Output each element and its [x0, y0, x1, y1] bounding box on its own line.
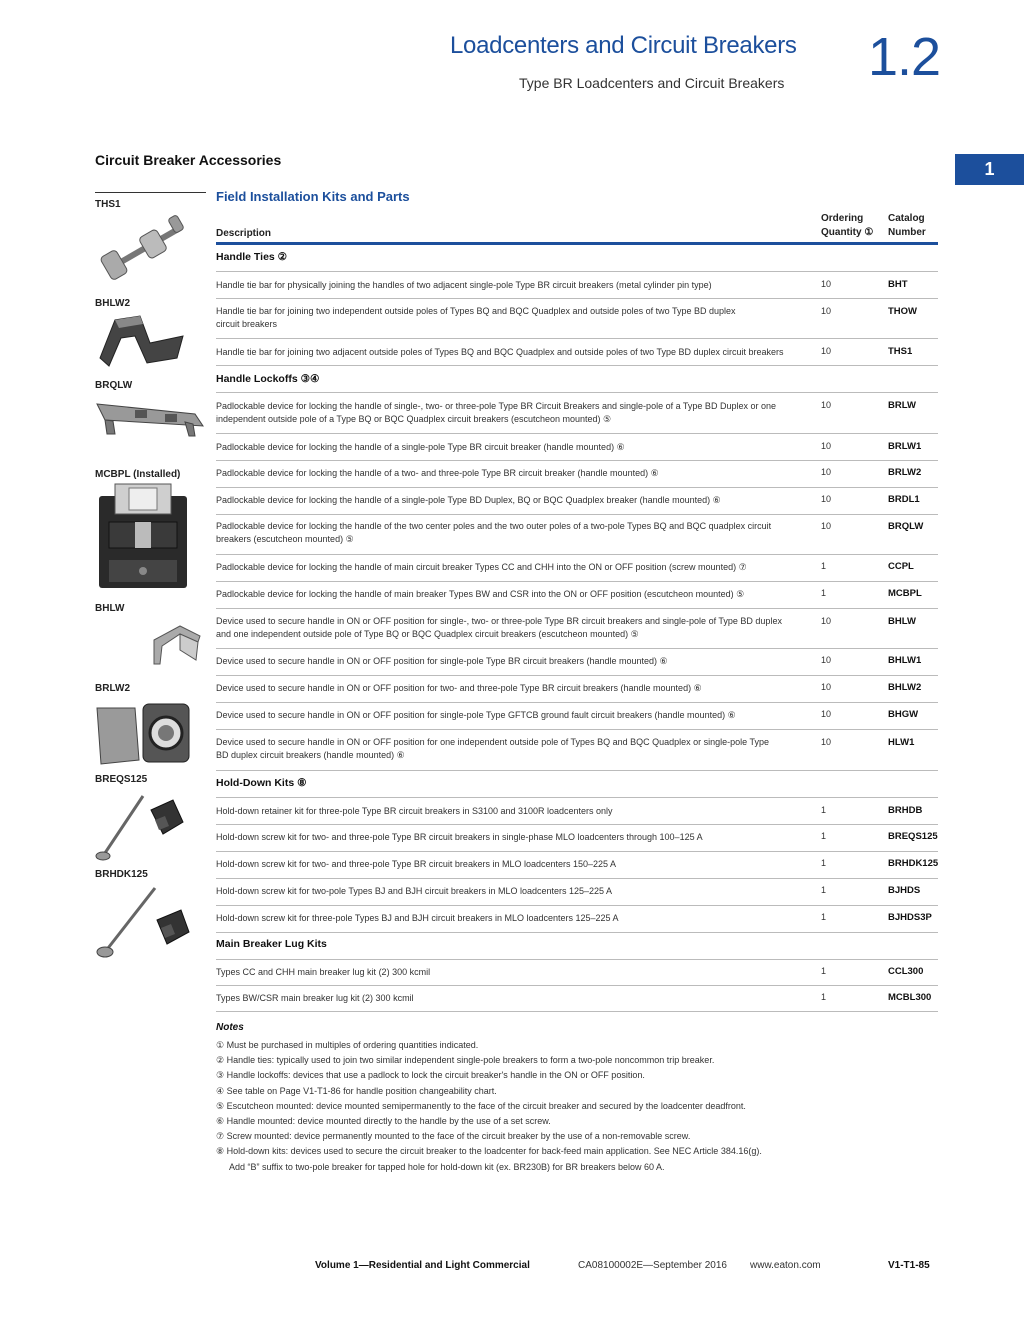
row-quantity: 1	[821, 885, 827, 895]
ths1-image	[95, 210, 195, 295]
row-quantity: 1	[821, 912, 827, 922]
footer-doc-id: CA08100002E—September 2016	[578, 1260, 727, 1271]
note-item: Add “B” suffix to two-pole breaker for tapped hole for hold-down kit (ex. BR230B) for BR breakers below 60 A.	[229, 1161, 665, 1172]
table-row	[216, 960, 938, 986]
row-description: Handle tie bar for joining two adjacent outside poles of Types BQ and BQC Quadplex and outside poles of two Type BD duplex circuit breakers	[216, 347, 784, 357]
table-row	[216, 703, 938, 730]
row-description: Handle tie bar for joining two independent outside poles of Types BQ and BQC Quadplex and outside poles of two Type BD duplex circuit breakers	[216, 306, 736, 329]
note-item: ⑥ Handle mounted: device mounted directly to the handle by the use of a set screw.	[216, 1116, 551, 1127]
row-catalog-number: HLW1	[888, 737, 915, 748]
footer-page-number: V1-T1-85	[888, 1260, 930, 1271]
page-header-subtitle: Type BR Loadcenters and Circuit Breakers	[519, 75, 785, 91]
table-row	[216, 393, 938, 434]
row-description: Handle tie bar for physically joining the handles of two adjacent single-pole Type BR circuit breakers (metal cylinder pin type)	[216, 280, 712, 290]
row-quantity: 10	[821, 494, 832, 504]
footer-volume-text: Volume 1—Residential and Light Commercial	[315, 1260, 530, 1271]
group-header-hold-down-kits	[216, 771, 938, 798]
table-row	[216, 906, 938, 933]
section-title: Circuit Breaker Accessories	[95, 152, 282, 168]
brqlw-image	[95, 392, 205, 445]
col-header-description: Description	[216, 228, 272, 239]
row-catalog-number: BRQLW	[888, 521, 924, 532]
row-quantity: 10	[821, 521, 832, 531]
row-description: Padlockable device for locking the handle of a single-pole Type BD Duplex, BQ or BQC Quadplex breaker (handle mounted) ⑥	[216, 495, 721, 505]
note-item: ⑧ Hold-down kits: devices used to secure the circuit breaker to the loadcenter for back-feed main application. See NEC Article 384.16(g).	[216, 1146, 762, 1157]
group-header-main-breaker-lug-kits	[216, 933, 938, 960]
page-header-title: Loadcenters and Circuit Breakers	[450, 32, 797, 59]
image-label-breqs125: BREQS125	[95, 774, 148, 785]
row-description: Hold-down screw kit for three-pole Types BJ and BJH circuit breakers in MLO loadcenters 125–225 A	[216, 913, 619, 923]
col-header-qty-line2: Quantity ①	[821, 227, 874, 238]
brhdk125-image	[95, 882, 195, 967]
row-catalog-number: CCPL	[888, 561, 914, 572]
row-quantity: 1	[821, 966, 827, 976]
row-description: Device used to secure handle in ON or OFF position for two- and three-pole Type BR circuit breakers (handle mounted) ⑥	[216, 683, 702, 693]
row-quantity: 10	[821, 306, 832, 316]
table-row	[216, 649, 938, 676]
row-catalog-number: BREQS125	[888, 831, 938, 842]
table-row	[216, 582, 938, 609]
row-catalog-number: BRLW2	[888, 467, 922, 478]
table-row	[216, 461, 938, 488]
row-description: Hold-down screw kit for two- and three-pole Type BR circuit breakers in single-phase MLO loadcenters through 100–125 A	[216, 832, 703, 842]
row-description: Hold-down screw kit for two-pole Types BJ and BJH circuit breakers in MLO loadcenters 125–225 A	[216, 886, 613, 896]
row-catalog-number: THS1	[888, 346, 913, 357]
row-description: Padlockable device for locking the handle of main circuit breaker Types CC and CHH into the ON or OFF position (screw mounted) ⑦	[216, 562, 747, 572]
row-description: Device used to secure handle in ON or OFF position for single-pole Type GFTCB ground fault circuit breakers (handle mounted) ⑥	[216, 710, 736, 720]
row-catalog-number: BJHDS	[888, 885, 921, 896]
row-description: Types BW/CSR main breaker lug kit (2) 300 kcmil	[216, 993, 414, 1003]
group-header-handle-lockoffs	[216, 366, 938, 393]
row-catalog-number: MCBL300	[888, 992, 932, 1003]
row-quantity: 1	[821, 805, 827, 815]
table-row	[216, 986, 938, 1012]
note-item: ③ Handle lockoffs: devices that use a padlock to lock the circuit breaker's handle in the ON or OFF position.	[216, 1070, 645, 1081]
note-item: ② Handle ties: typically used to join two similar independent single-pole breakers to form a two-pole noncommon trip breaker.	[216, 1055, 715, 1066]
row-description: Padlockable device for locking the handle of main breaker Types BW and CSR into the ON or OFF position (escutcheon mounted) ⑤	[216, 589, 745, 599]
row-catalog-number: BHLW	[888, 616, 916, 627]
row-description: Device used to secure handle in ON or OFF position for single-, two- or three-pole Type BR circuit breakers and single-pole of Type BD duplex and one independent outside pole of Type BQ or BQC Quadplex circuit breakers (escutcheon mounted) ⑤	[216, 616, 782, 639]
table-row	[216, 676, 938, 703]
note-item: ④ See table on Page V1-T1-86 for handle position changeability chart.	[216, 1085, 497, 1096]
table-row	[216, 798, 938, 825]
row-quantity: 10	[821, 682, 832, 692]
table-row	[216, 852, 938, 879]
row-catalog-number: CCL300	[888, 966, 924, 977]
row-description: Hold-down retainer kit for three-pole Type BR circuit breakers in S3100 and 3100R loadcenters only	[216, 806, 613, 816]
image-label-brhdk125: BRHDK125	[95, 869, 148, 880]
table-row	[216, 488, 938, 515]
row-catalog-number: THOW	[888, 306, 918, 317]
image-label-bhlw2: BHLW2	[95, 298, 130, 309]
table-row	[216, 339, 938, 366]
row-quantity: 10	[821, 467, 832, 477]
row-catalog-number: MCBPL	[888, 588, 922, 599]
left-column-rule	[95, 192, 206, 193]
row-quantity: 10	[821, 655, 832, 665]
row-quantity: 1	[821, 588, 827, 598]
row-quantity: 10	[821, 279, 832, 289]
table-row	[216, 609, 938, 649]
row-quantity: 1	[821, 831, 827, 841]
table-title: Field Installation Kits and Parts	[216, 189, 410, 204]
section-number: 1.2	[868, 27, 941, 87]
table-row	[216, 434, 938, 461]
note-item: ⑤ Escutcheon mounted: device mounted semipermanently to the face of the circuit breaker and secured by the loadcenter deadfront.	[216, 1100, 746, 1111]
table-row	[216, 555, 938, 582]
group-label: Hold-Down Kits ⑧	[216, 777, 307, 789]
notes-list	[216, 1038, 836, 1175]
note-item: ⑦ Screw mounted: device permanently mounted to the face of the circuit breaker by the use of a non-removable screw.	[216, 1131, 691, 1142]
row-catalog-number: BRDL1	[888, 494, 920, 505]
col-header-qty-line1: Ordering	[821, 213, 864, 224]
row-catalog-number: BHLW2	[888, 682, 922, 693]
row-catalog-number: BJHDS3P	[888, 912, 932, 923]
row-description: Padlockable device for locking the handle of single-, two- or three-pole Type BR Circuit Breakers and single-pole of a Type BD Duplex or one independent outside pole of a Type BQ or BQC Quadplex circuit breakers (escutcheon mounted) ⑤	[216, 401, 776, 424]
row-quantity: 10	[821, 737, 832, 747]
row-description: Device used to secure handle in ON or OFF position for one independent outside pole of Types BQ and BQC Quadplex or single-pole Type BD duplex circuit breakers (handle mounted) ⑥	[216, 737, 769, 760]
row-catalog-number: BRHDK125	[888, 858, 939, 869]
group-label: Handle Ties ②	[216, 251, 288, 263]
row-catalog-number: BHGW	[888, 709, 919, 720]
image-label-mcbpl: MCBPL (Installed)	[95, 469, 181, 480]
mcbpl-image	[95, 482, 195, 597]
row-catalog-number: BHT	[888, 279, 908, 290]
col-header-cat-line2: Number	[888, 227, 926, 238]
row-description: Padlockable device for locking the handle of a single-pole Type BR circuit breaker (handle mounted) ⑥	[216, 442, 625, 452]
table-row	[216, 272, 938, 299]
bhlw-image	[150, 620, 205, 675]
breqs125-image	[95, 790, 185, 870]
row-quantity: 1	[821, 858, 827, 868]
row-quantity: 10	[821, 346, 832, 356]
table-row	[216, 879, 938, 906]
row-quantity: 1	[821, 561, 827, 571]
brlw2-image	[95, 700, 195, 775]
image-label-bhlw: BHLW	[95, 603, 125, 614]
footer-url[interactable]: www.eaton.com	[750, 1260, 821, 1271]
footer-volume	[315, 1260, 530, 1271]
row-quantity: 1	[821, 992, 827, 1002]
table-row	[216, 299, 938, 339]
col-header-cat-line1: Catalog	[888, 213, 925, 224]
image-label-brqlw: BRQLW	[95, 380, 133, 391]
row-description: Padlockable device for locking the handle of the two center poles and the two outer poles of a two-pole Types BQ and BQC quadplex circuit breakers (escutcheon mounted) ⑤	[216, 521, 772, 544]
table-row	[216, 515, 938, 555]
row-catalog-number: BRHDB	[888, 805, 923, 816]
row-description: Hold-down screw kit for two- and three-pole Type BR circuit breakers in MLO loadcenters 150–225 A	[216, 859, 617, 869]
note-item: ① Must be purchased in multiples of ordering quantities indicated.	[216, 1040, 479, 1050]
row-description: Types CC and CHH main breaker lug kit (2) 300 kcmil	[216, 967, 431, 977]
table-row	[216, 730, 938, 771]
row-description: Padlockable device for locking the handle of a two- and three-pole Type BR circuit breaker (handle mounted) ⑥	[216, 468, 659, 478]
row-catalog-number: BRLW	[888, 400, 916, 411]
notes-title: Notes	[216, 1022, 244, 1033]
row-quantity: 10	[821, 400, 832, 410]
group-label: Handle Lockoffs ③④	[216, 373, 320, 385]
row-quantity: 10	[821, 616, 832, 626]
bhlw2-image	[95, 308, 190, 378]
row-description: Device used to secure handle in ON or OFF position for single-pole Type BR circuit breakers (handle mounted) ⑥	[216, 656, 668, 666]
image-label-brlw2: BRLW2	[95, 683, 130, 694]
table-row	[216, 825, 938, 852]
row-catalog-number: BRLW1	[888, 441, 922, 452]
chapter-tab[interactable]: 1	[955, 154, 1024, 185]
image-label-ths1: THS1	[95, 199, 121, 210]
group-label: Main Breaker Lug Kits	[216, 938, 327, 950]
row-quantity: 10	[821, 441, 832, 451]
row-catalog-number: BHLW1	[888, 655, 922, 666]
row-quantity: 10	[821, 709, 832, 719]
group-header-handle-ties	[216, 245, 938, 272]
